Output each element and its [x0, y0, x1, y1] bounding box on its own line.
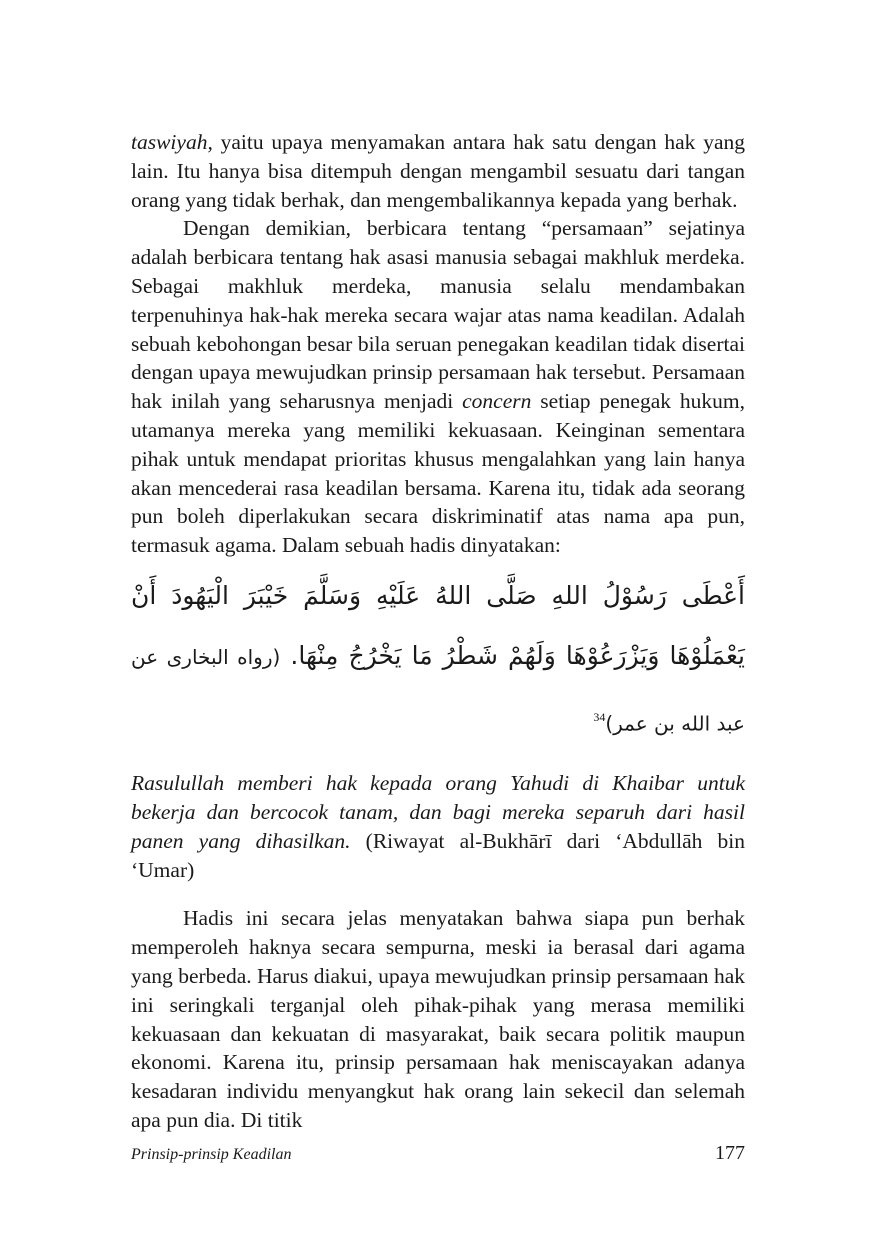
translation-source: (Riwayat al-Bukhārī dari ‘Abdullāh bin ‘Umar)	[131, 828, 745, 882]
paragraph-1-text: yaitu upaya menyamakan antara hak satu dengan hak yang lain. Itu hanya bisa ditempuh dengan mengambil sesuatu dari tangan orang yang tidak berhak, dan mengembalikannya kepada yang berhak.	[131, 130, 745, 212]
page-number: 177	[715, 1142, 745, 1164]
paragraph-2	[131, 214, 745, 560]
hadith-translation	[131, 769, 745, 884]
footnote-marker[interactable]: 34	[593, 709, 606, 724]
italic-term-concern: concern	[462, 389, 532, 414]
hadith-arabic-text: أَعْطَى رَسُوْلُ اللهِ صَلَّى اللهُ عَلَيْهِ وَسَلَّمَ خَيْبَرَ الْيَهُودَ أَنْ يَعْمَلُوْهَا وَيَزْرَعُوْهَا وَلَهُمْ شَطْرُ مَا يَخْرُجُ مِنْهَا.	[131, 580, 745, 670]
hadith-reference: (رواه البخارى عن عبد الله بن عمر)	[131, 644, 745, 736]
page-footer	[131, 1142, 745, 1172]
paragraph-1	[131, 128, 745, 214]
translation-italic: Rasulullah memberi hak kepada orang Yahudi di Khaibar untuk bekerja dan bercocok tanam, dan bagi mereka separuh dari hasil panen yang dihasilkan.	[131, 771, 745, 853]
paragraph-3-text: Hadis ini secara jelas menyatakan bahwa siapa pun berhak memperoleh haknya secara sempurna, meski ia berasal dari agama yang berbeda. Harus diakui, upaya mewujudkan prinsip persamaan hak ini seringkali terganjal oleh pihak-pihak yang merasa memiliki kekuasaan dan kekuatan di masyarakat, baik secara politik maupun ekonomi. Karena itu, prinsip persamaan hak meniscayakan adanya kesadaran individu menyangkut hak orang lain sekecil dan selemah apa pun dia. Di titik	[131, 906, 745, 1133]
running-title: Prinsip-prinsip Keadilan	[131, 1146, 292, 1163]
paragraph-2-text-b: setiap penegak hukum, utamanya mereka yang memiliki kekuasaan. Keinginan sementara pihak untuk mendapat prioritas khusus mengalahkan yang lain hanya akan mencederai rasa keadilan bersama. Karena itu, tidak ada seorang pun boleh diperlakukan secara diskriminatif atas nama apa pun, termasuk agama. Dalam sebuah hadis dinyatakan:	[131, 389, 745, 558]
paragraph-2-text-a: Dengan demikian, berbicara tentang “persamaan” sejatinya adalah berbicara tentang hak asasi manusia sebagai makhluk merdeka. Sebagai makhluk merdeka, manusia selalu mendambakan terpenuhinya hak-hak mereka secara wajar atas nama keadilan. Adalah sebuah kebohongan besar bila seruan penegakan keadilan tidak disertai dengan upaya mewujudkan prinsip persamaan hak tersebut. Persamaan hak inilah yang seharusnya menjadi	[131, 216, 745, 414]
hadith-arabic	[131, 566, 745, 753]
italic-term-taswiyah: taswiyah,	[131, 130, 213, 154]
page-body	[131, 128, 745, 1135]
paragraph-3	[131, 904, 745, 1134]
